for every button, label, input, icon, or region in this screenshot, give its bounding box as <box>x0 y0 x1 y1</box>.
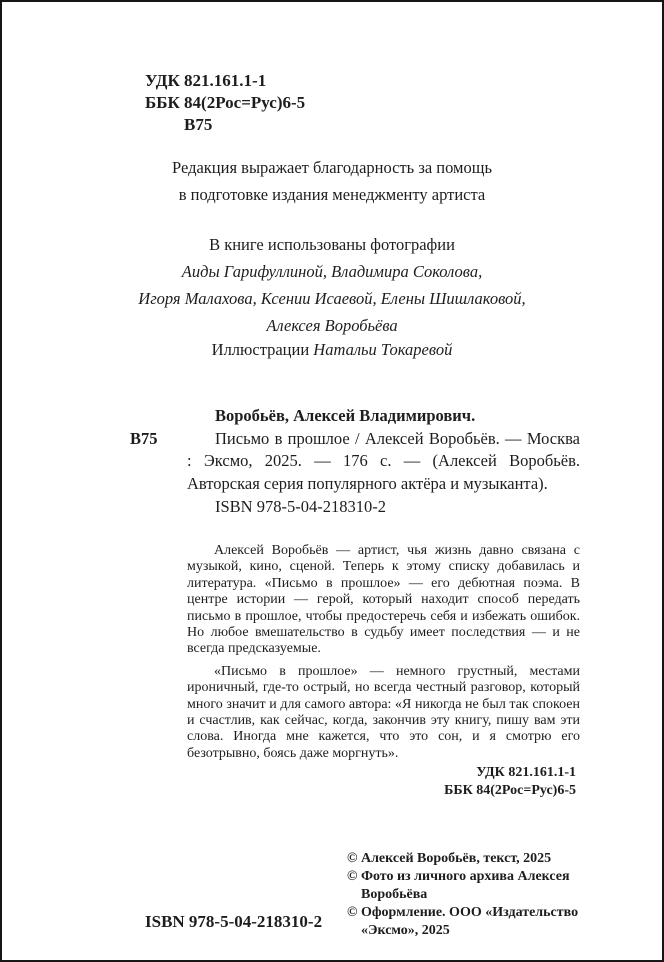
photo-credit-name: Игоря Малахова, Ксении Исаевой, Елены Шишлаковой, <box>138 289 526 308</box>
bbk-bottom: ББК 84(2Рос=Рус)6-5 <box>444 783 576 798</box>
top-codes-block <box>145 70 305 136</box>
photo-credit-name: Алексея Воробьёва <box>266 316 398 335</box>
b75-code-top: В75 <box>184 115 213 134</box>
copyright-block <box>347 850 595 940</box>
annotation-block <box>187 543 580 768</box>
copyright-line: © Оформление. ООО «Издательство «Эксмо», 2025 <box>347 905 579 938</box>
udk-top: УДК 821.161.1-1 <box>145 71 267 90</box>
biblio-isbn: ISBN 978-5-04-218310-2 <box>215 497 386 516</box>
annotation-paragraph-1: Алексей Воробьёв — артист, чья жизнь давно связана с музыкой, кино, сценой. Теперь к этому списку добавилась и литература. «Письмо в прошлое» — его дебютная поэма. В центре истории — герой, который находит способ передать письмо в прошлое, чтобы предостеречь себя и избежать ошибок. Но любое вмешательство в судьбу имеет последствия — и не всегда предсказуемые. <box>187 543 580 657</box>
bbk-top: ББК 84(2Рос=Рус)6-5 <box>145 93 306 112</box>
annotation-paragraph-2: «Письмо в прошлое» — немного грустный, местами ироничный, где-то острый, но всегда честный разговор, который много значит и для самого автора: «Я никогда не был так спокоен и счастлив, как сейчас, когда, закончив эту книгу, пишу вам эти слова. Иногда мне кажется, что это сон, и я смотрю его безотрывно, боясь даже моргнуть». <box>187 663 580 761</box>
acknowledgement-line: Редакция выражает благодарность за помощь <box>172 158 492 177</box>
udk-bottom: УДК 821.161.1-1 <box>476 765 576 780</box>
photo-credits-heading: В книге использованы фотографии <box>209 235 455 254</box>
photo-credits-block <box>2 231 662 339</box>
biblio-description: Письмо в прошлое / Алексей Воробьёв. — Москва : Эксмо, 2025. — 176 с. — (Алексей Воробьёв. Авторская серия популярного актёра и музыканта). <box>187 428 580 493</box>
bottom-codes-block <box>336 764 576 800</box>
copyright-line: © Алексей Воробьёв, текст, 2025 <box>347 851 552 866</box>
isbn-bottom: ISBN 978-5-04-218310-2 <box>145 912 323 931</box>
bibliographic-record <box>130 405 580 519</box>
photo-credit-name: Аиды Гарифуллиной, Владимира Соколова, <box>181 262 483 281</box>
illustrator-name: Натальи Токаревой <box>313 340 453 359</box>
biblio-author: Воробьёв, Алексей Владимирович. <box>215 406 476 425</box>
illustrations-label: Иллюстрации <box>211 340 310 359</box>
illustrations-credit <box>2 336 662 363</box>
acknowledgement-block <box>2 154 662 208</box>
copyright-line: © Фото из личного архива Алексея Воробьёва <box>347 869 570 902</box>
acknowledgement-line: в подготовке издания менеджменту артиста <box>178 185 486 204</box>
b75-margin-code: В75 <box>130 428 158 448</box>
